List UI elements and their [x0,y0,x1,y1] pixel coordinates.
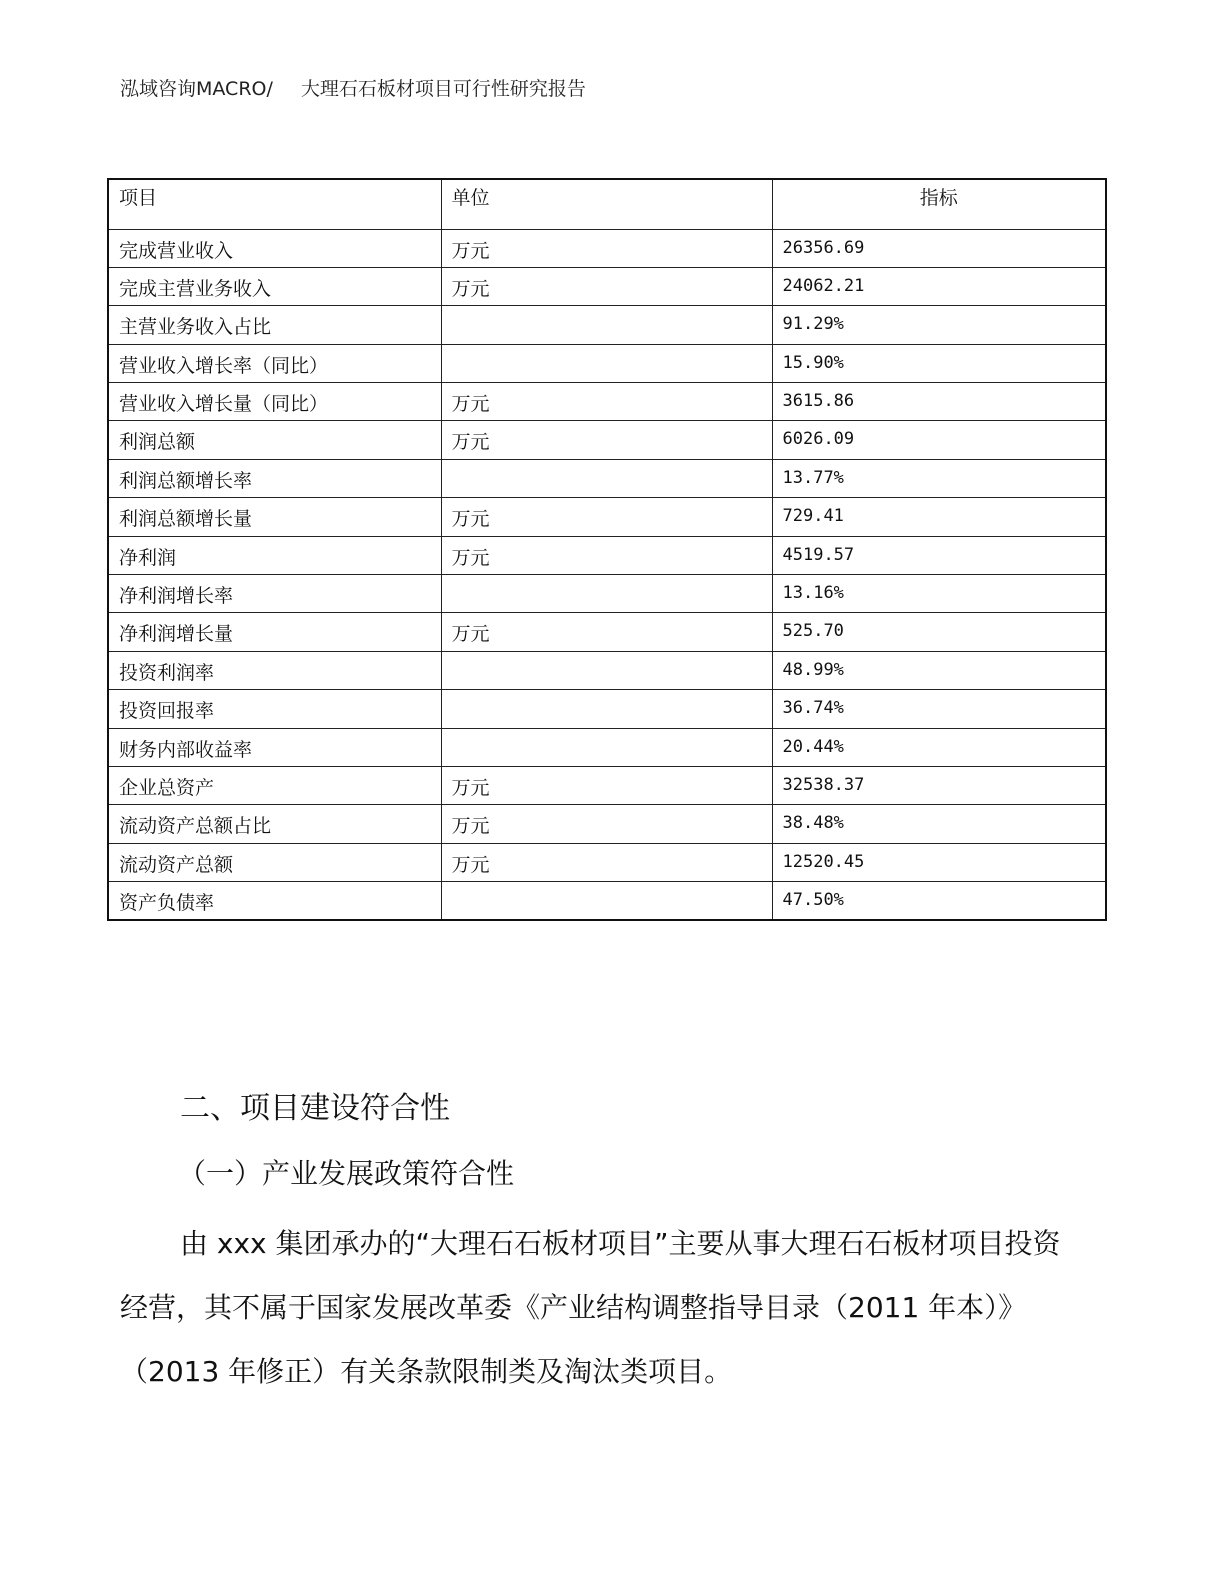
row-unit: 万元 [441,498,772,536]
table-row [108,575,1106,613]
table-row [108,728,1106,766]
row-item: 完成营业收入 [108,229,441,267]
row-item: 投资利润率 [108,651,441,689]
row-value: 13.16% [772,575,1106,613]
row-item: 投资回报率 [108,690,441,728]
table-row [108,843,1106,881]
table-row [108,651,1106,689]
table-row [108,229,1106,267]
row-value: 24062.21 [772,267,1106,305]
table-row [108,344,1106,382]
indicator-table [107,178,1107,921]
row-unit: 万元 [441,267,772,305]
header-value: 指标 [772,179,1106,229]
row-value: 3615.86 [772,383,1106,421]
row-value: 26356.69 [772,229,1106,267]
row-unit [441,459,772,497]
table-row [108,306,1106,344]
row-unit [441,344,772,382]
table-row [108,805,1106,843]
row-item: 利润总额增长率 [108,459,441,497]
table-row [108,766,1106,804]
row-item: 净利润增长率 [108,575,441,613]
row-value: 32538.37 [772,766,1106,804]
table-header-row [108,179,1106,229]
row-unit [441,882,772,920]
row-value: 525.70 [772,613,1106,651]
row-value: 47.50% [772,882,1106,920]
table-row [108,882,1106,920]
table-row [108,613,1106,651]
table-row [108,267,1106,305]
row-value: 15.90% [772,344,1106,382]
row-value: 38.48% [772,805,1106,843]
row-item: 利润总额增长量 [108,498,441,536]
body-paragraph: 由 xxx 集团承办的“大理石石板材项目”主要从事大理石石板材项目投资经营，其不属于国家发展改革委《产业结构调整指导目录（2011 年本）》（2013 年修正）有关条款限制类及淘汰类项目。 [120,1227,1061,1388]
row-item: 利润总额 [108,421,441,459]
table-row [108,498,1106,536]
table-row [108,536,1106,574]
row-unit [441,306,772,344]
row-value: 6026.09 [772,421,1106,459]
row-value: 48.99% [772,651,1106,689]
table-row [108,690,1106,728]
row-unit: 万元 [441,383,772,421]
row-unit: 万元 [441,421,772,459]
row-unit: 万元 [441,766,772,804]
section-heading: 二、项目建设符合性 [180,1091,450,1126]
row-item: 企业总资产 [108,766,441,804]
row-unit: 万元 [441,613,772,651]
row-unit [441,728,772,766]
row-item: 营业收入增长量（同比） [108,383,441,421]
row-unit: 万元 [441,536,772,574]
row-unit [441,651,772,689]
row-value: 729.41 [772,498,1106,536]
table-row [108,421,1106,459]
header-title: 大理石石板材项目可行性研究报告 [300,78,586,100]
row-unit [441,575,772,613]
header-company: 泓域咨询MACRO/ [120,78,273,100]
row-unit: 万元 [441,843,772,881]
row-value: 12520.45 [772,843,1106,881]
row-item: 净利润增长量 [108,613,441,651]
row-unit [441,690,772,728]
page-header [120,74,586,101]
row-item: 营业收入增长率（同比） [108,344,441,382]
header-item: 项目 [108,179,441,229]
row-item: 主营业务收入占比 [108,306,441,344]
subsection-heading: （一）产业发展政策符合性 [178,1157,515,1190]
table-row [108,459,1106,497]
row-value: 4519.57 [772,536,1106,574]
row-item: 资产负债率 [108,882,441,920]
row-item: 完成主营业务收入 [108,267,441,305]
row-value: 20.44% [772,728,1106,766]
row-value: 91.29% [772,306,1106,344]
row-value: 13.77% [772,459,1106,497]
table-row [108,383,1106,421]
row-item: 财务内部收益率 [108,728,441,766]
row-unit: 万元 [441,805,772,843]
row-value: 36.74% [772,690,1106,728]
row-item: 流动资产总额 [108,843,441,881]
row-unit: 万元 [441,229,772,267]
header-unit: 单位 [441,179,772,229]
row-item: 流动资产总额占比 [108,805,441,843]
row-item: 净利润 [108,536,441,574]
